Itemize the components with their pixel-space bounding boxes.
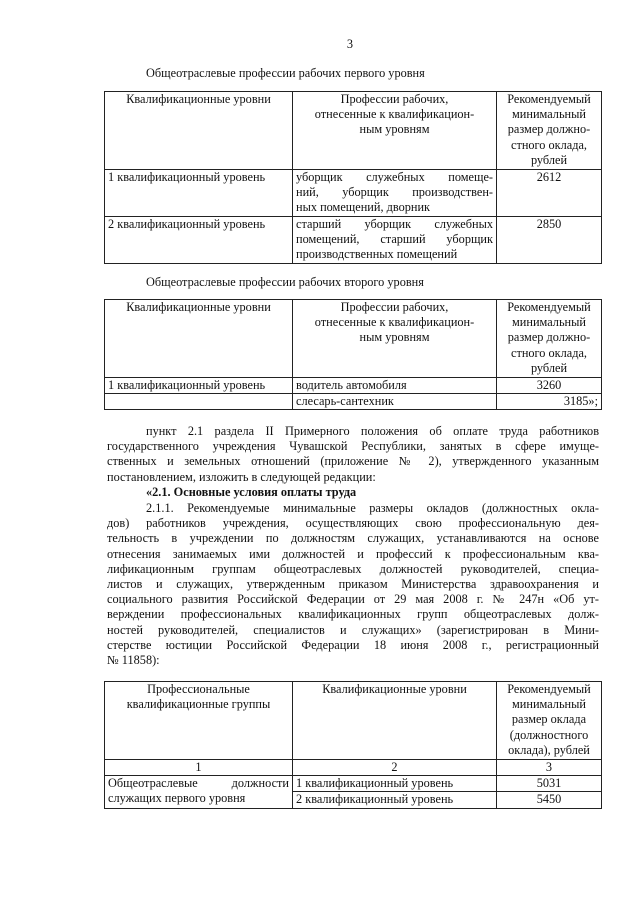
salary-rules-paragraph	[107, 501, 599, 668]
table-row	[105, 217, 602, 264]
paragraph-line: отнесения занимаемых ими должностей и профессий к профессиональным ква-	[107, 546, 599, 561]
paragraph-line: лификационным группам общеотраслевых должностей руководителей, специа-	[107, 561, 599, 576]
header-line: рублей	[530, 152, 568, 167]
header-line: Профессиональные	[147, 682, 250, 696]
header-line: минимальный	[512, 697, 586, 712]
paragraph-line: 2.1.1. Рекомендуемые минимальные размеры окладов (должностных окла-	[146, 501, 599, 515]
header-line: Рекомендуемый	[507, 682, 591, 696]
paragraph-line: тельность в учреждении по должностям служащих, устанавливаются на основе	[107, 531, 599, 546]
header-salary	[497, 682, 602, 760]
header-line: отнесенные к квалификацион-	[314, 107, 475, 122]
table-header-row	[105, 92, 602, 170]
profession-cell: водитель автомобиля	[293, 378, 497, 394]
header-qual-levels: Квалификационные уровни	[105, 92, 293, 170]
header-salary	[497, 300, 602, 378]
header-qual-levels: Квалификационные уровни	[105, 300, 293, 378]
paragraph-line: постановлением, изложить в следующей редакции:	[107, 469, 376, 484]
qual-level-cell: 1 квалификационный уровень	[293, 776, 497, 792]
qual-level-cell: 1 квалификационный уровень	[105, 170, 293, 217]
paragraph-line: ственных и земельных отношений (приложение № 2), утвержденного указанным	[107, 454, 599, 469]
column-number: 2	[293, 760, 497, 776]
group-cell	[105, 776, 293, 808]
header-line: квалификационные группы	[126, 697, 271, 712]
header-line: ным уровням	[359, 122, 430, 137]
salary-cell: 5031	[497, 776, 602, 792]
cell-line: Общеотраслевые должности	[108, 776, 289, 791]
amendment-paragraph	[107, 424, 599, 500]
paragraph-line: социального развития Российской Федерации от 29 мая 2008 г. № 247н «Об ут-	[107, 592, 599, 607]
table-header-row	[105, 300, 602, 378]
paragraph-line: ностей руководителей, специалистов и служащих» (зарегистрирован в Мини-	[107, 622, 599, 637]
header-line: Профессии рабочих,	[340, 300, 449, 314]
qual-level-cell	[105, 394, 293, 410]
page-number: 3	[346, 37, 354, 51]
paragraph-line: пункт 2.1 раздела II Примерного положения об оплате труда работников	[146, 424, 599, 438]
header-line: стного оклада,	[510, 345, 588, 360]
header-line: размер должно-	[507, 122, 591, 137]
header-line: Рекомендуемый	[507, 92, 591, 106]
header-line: минимальный	[512, 315, 586, 330]
cell-line: ний, уборщик производствен-	[296, 185, 493, 200]
salary-cell: 2612	[497, 170, 602, 217]
salary-cell: 3185»;	[497, 394, 602, 410]
qual-level-cell: 1 квалификационный уровень	[105, 378, 293, 394]
header-salary	[497, 92, 602, 170]
header-line: Рекомендуемый	[507, 300, 591, 314]
cell-line: производственных помещений	[296, 247, 458, 262]
profession-cell: слесарь-сантехник	[293, 394, 497, 410]
header-line: размер должно-	[507, 330, 591, 345]
header-professions	[293, 92, 497, 170]
paragraph-line: стерстве юстиции Российской Федерации 18 июня 2008 г., регистрационный	[107, 637, 599, 652]
cell-line: помещений, старший уборщик	[296, 232, 493, 247]
table-row	[105, 378, 602, 394]
table-employee-groups	[104, 681, 602, 809]
cell-line: уборщик служебных помеще-	[296, 170, 493, 184]
section2-title: Общеотраслевые профессии рабочих второго уровня	[146, 275, 424, 289]
column-number: 3	[497, 760, 602, 776]
profession-cell	[293, 170, 497, 217]
header-qual-levels: Квалификационные уровни	[293, 682, 497, 760]
column-number: 1	[105, 760, 293, 776]
section-heading-2-1: «2.1. Основные условия оплаты труда	[146, 484, 357, 499]
table-row	[105, 170, 602, 217]
header-line: стного оклада,	[510, 137, 588, 152]
salary-cell: 5450	[497, 792, 602, 808]
header-line: отнесенные к квалификацион-	[314, 315, 475, 330]
paragraph-line: дов) работников учреждения, осуществляющих свою профессиональную дея-	[107, 516, 599, 531]
salary-cell: 3260	[497, 378, 602, 394]
header-line: размер оклада	[511, 712, 587, 727]
table-level2-workers	[104, 299, 602, 410]
cell-line: ных помещений, дворник	[296, 200, 431, 215]
paragraph-line: листов и служащих, утвержденным приказом Министерства здравоохранения и	[107, 577, 599, 592]
header-line: минимальный	[512, 107, 586, 122]
qual-level-cell: 2 квалификационный уровень	[105, 217, 293, 264]
cell-line: старший уборщик служебных	[296, 217, 493, 231]
salary-cell: 2850	[497, 217, 602, 264]
table-header-row	[105, 682, 602, 760]
column-number-row	[105, 760, 602, 776]
header-line: (должностного	[509, 727, 589, 742]
header-prof-groups	[105, 682, 293, 760]
header-line: ным уровням	[359, 330, 430, 345]
header-line: рублей	[530, 360, 568, 375]
table-row	[105, 394, 602, 410]
section1-title: Общеотраслевые профессии рабочих первого уровня	[146, 66, 425, 80]
paragraph-line: государственного учреждения Чувашской Республики, занятых в сфере имуще-	[107, 439, 599, 454]
header-professions	[293, 300, 497, 378]
table-level1-workers	[104, 91, 602, 264]
paragraph-line: № 11858):	[107, 653, 160, 668]
profession-cell	[293, 217, 497, 264]
paragraph-line: верждении профессиональных квалификационных групп общеотраслевых долж-	[107, 607, 599, 622]
table-row	[105, 776, 602, 792]
header-line: оклада), рублей	[508, 742, 590, 757]
header-line: Профессии рабочих,	[340, 92, 449, 106]
cell-line: служащих первого уровня	[108, 791, 246, 806]
qual-level-cell: 2 квалификационный уровень	[293, 792, 497, 808]
